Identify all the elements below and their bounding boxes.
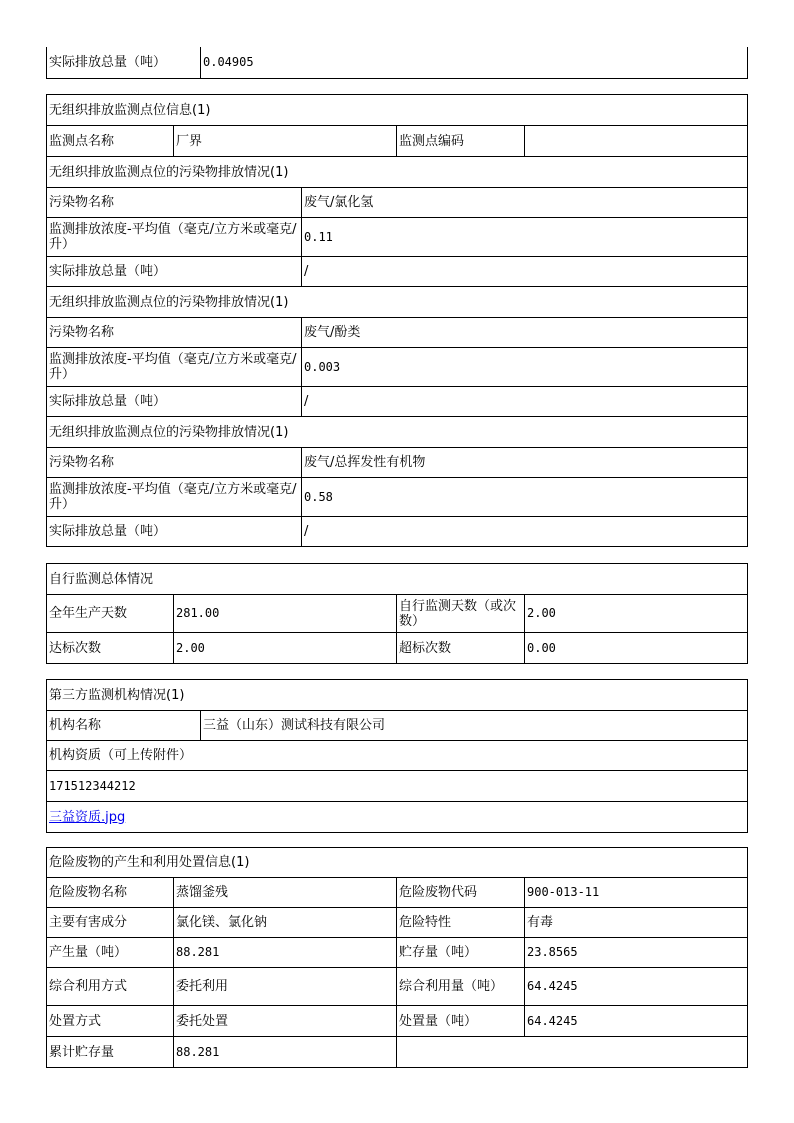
pollutant-concentration-value: 0.58 [302,478,748,517]
hazard-property-value: 有毒 [525,908,748,938]
third-party-table [46,679,748,833]
disposal-method-value: 委托处置 [174,1006,397,1037]
produced-amount-value: 88.281 [174,938,397,968]
point-code-label: 监测点编码 [397,126,525,157]
self-monitoring-header: 自行监测总体情况 [47,564,748,595]
carryover-total-label: 实际排放总量（吨） [47,47,201,78]
self-monitoring-table [46,563,748,664]
carryover-total-value: 0.04905 [201,47,748,78]
hazardous-waste-header: 危险废物的产生和利用处置信息(1) [47,848,748,878]
disposal-amount-value: 64.4245 [525,1006,748,1037]
waste-code-value: 900-013-11 [525,878,748,908]
monitoring-days-label: 自行监测天数（或次数） [397,595,525,633]
waste-name-value: 蒸馏釜残 [174,878,397,908]
utilization-method-value: 委托利用 [174,968,397,1006]
pollutant-total-value: / [302,257,748,287]
harmful-component-label: 主要有害成分 [47,908,174,938]
cumulative-storage-value: 88.281 [174,1037,397,1068]
pollutant-concentration-value: 0.11 [302,218,748,257]
harmful-component-value: 氯化镁、氯化钠 [174,908,397,938]
pollutant-total-value: / [302,387,748,417]
hazardous-waste-table [46,847,748,1068]
produced-amount-label: 产生量（吨） [47,938,174,968]
pollutant-concentration-label: 监测排放浓度-平均值（毫克/立方米或毫克/升） [47,478,302,517]
cumulative-storage-label: 累计贮存量 [47,1037,174,1068]
compliant-count-label: 达标次数 [47,633,174,664]
pollutant-name-value: 废气/总挥发性有机物 [302,448,748,478]
disposal-amount-label: 处置量（吨） [397,1006,525,1037]
stored-amount-value: 23.8565 [525,938,748,968]
waste-code-label: 危险废物代码 [397,878,525,908]
org-name-label: 机构名称 [47,711,201,741]
unorganized-emission-table [46,94,748,547]
waste-name-label: 危险废物名称 [47,878,174,908]
point-code-value [525,126,748,157]
carryover-table [46,47,748,79]
utilization-amount-label: 综合利用量（吨） [397,968,525,1006]
third-party-header: 第三方监测机构情况(1) [47,680,748,711]
pollutant-concentration-label: 监测排放浓度-平均值（毫克/立方米或毫克/升） [47,348,302,387]
attachment-cell [47,802,748,833]
pollutant-section-title: 无组织排放监测点位的污染物排放情况(1) [47,157,748,188]
pollutant-section-title: 无组织排放监测点位的污染物排放情况(1) [47,287,748,318]
exceed-count-value: 0.00 [525,633,748,664]
pollutant-name-label: 污染物名称 [47,318,302,348]
production-days-label: 全年生产天数 [47,595,174,633]
point-name-label: 监测点名称 [47,126,174,157]
exceed-count-label: 超标次数 [397,633,525,664]
pollutant-total-value: / [302,517,748,547]
pollutant-concentration-label: 监测排放浓度-平均值（毫克/立方米或毫克/升） [47,218,302,257]
monitoring-days-value: 2.00 [525,595,748,633]
pollutant-total-label: 实际排放总量（吨） [47,257,302,287]
pollutant-concentration-value: 0.003 [302,348,748,387]
point-name-value: 厂界 [174,126,397,157]
hazard-property-label: 危险特性 [397,908,525,938]
compliant-count-value: 2.00 [174,633,397,664]
pollutant-total-label: 实际排放总量（吨） [47,387,302,417]
org-name-value: 三益（山东）测试科技有限公司 [201,711,748,741]
pollutant-name-label: 污染物名称 [47,448,302,478]
qualification-number: 171512344212 [47,771,748,802]
attachment-link[interactable]: 三益资质.jpg [49,809,126,825]
utilization-method-label: 综合利用方式 [47,968,174,1006]
production-days-value: 281.00 [174,595,397,633]
unorganized-header: 无组织排放监测点位信息(1) [47,95,748,126]
pollutant-name-label: 污染物名称 [47,188,302,218]
pollutant-name-value: 废气/氯化氢 [302,188,748,218]
pollutant-name-value: 废气/酚类 [302,318,748,348]
empty-cell [397,1037,748,1068]
stored-amount-label: 贮存量（吨） [397,938,525,968]
utilization-amount-value: 64.4245 [525,968,748,1006]
disposal-method-label: 处置方式 [47,1006,174,1037]
pollutant-section-title: 无组织排放监测点位的污染物排放情况(1) [47,417,748,448]
pollutant-total-label: 实际排放总量（吨） [47,517,302,547]
qualification-label: 机构资质（可上传附件） [47,741,748,771]
